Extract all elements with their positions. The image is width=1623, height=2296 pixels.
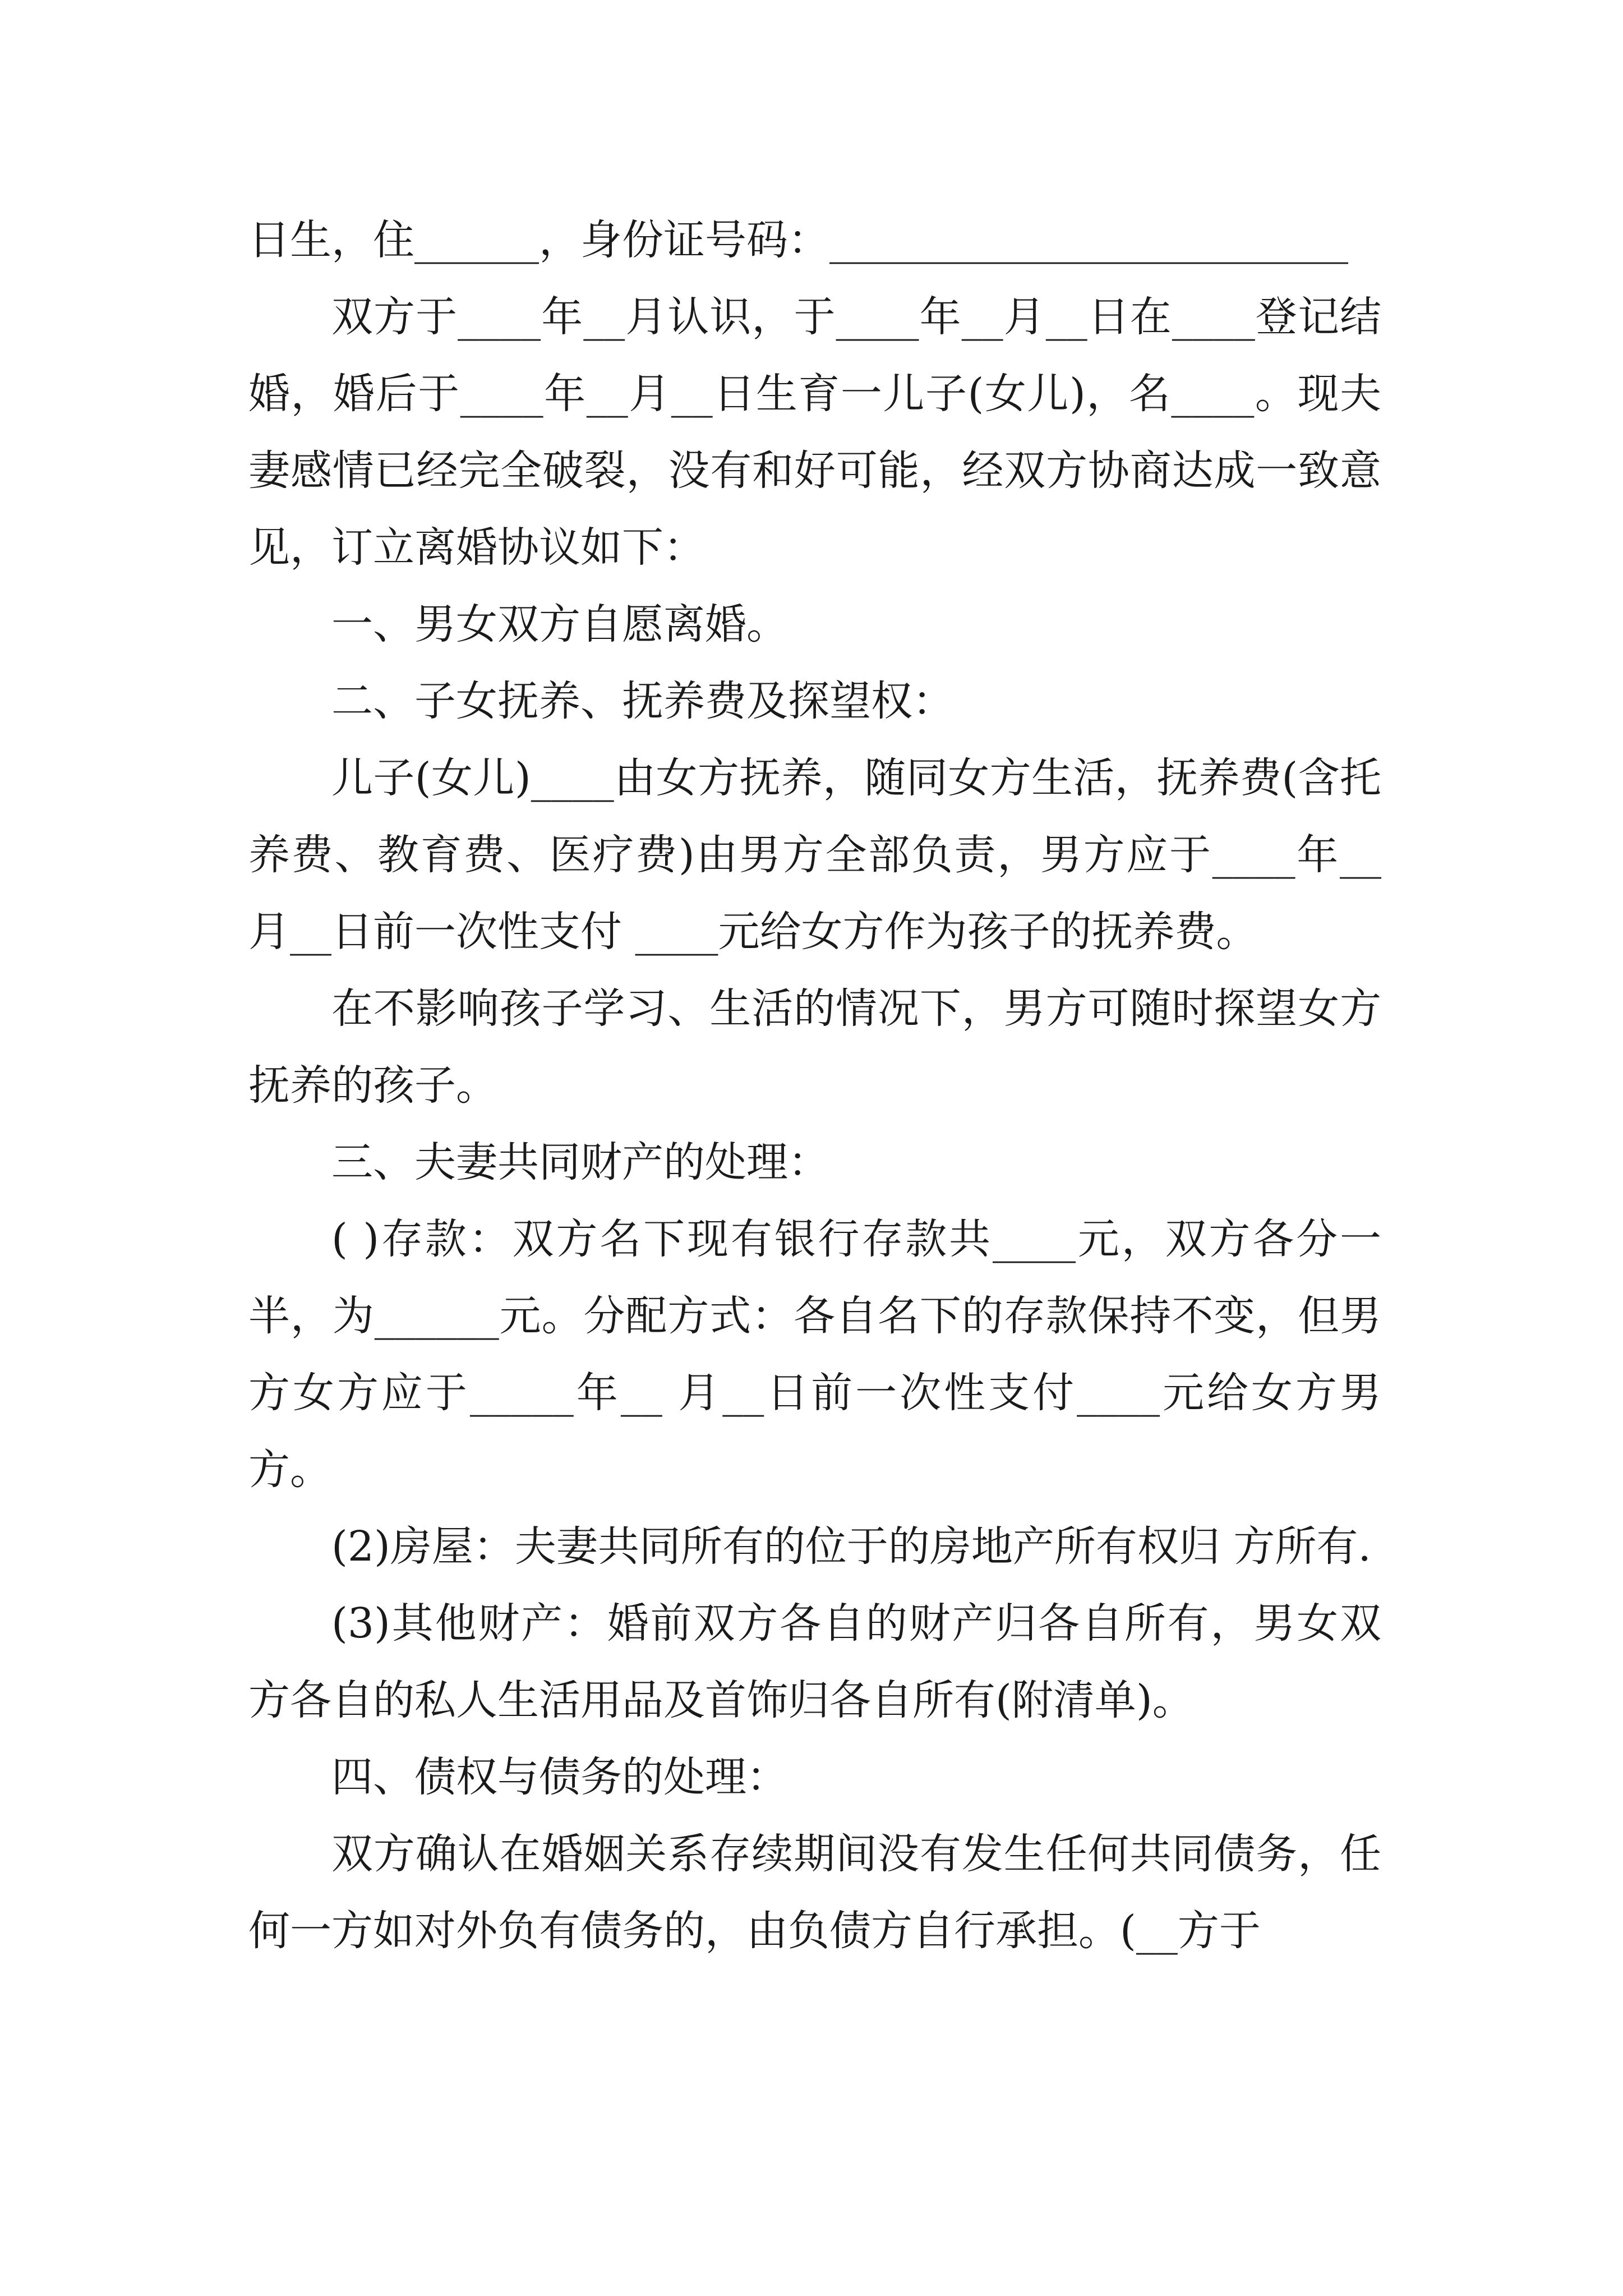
paragraph-housing: (2)房屋：夫妻共同所有的位于的房地产所有权归 方所有. [331,1522,1371,1571]
paragraph-savings: ( )存款：双方名下现有银行存款共____元，双方各分一半，为______元。分配方式：各自名下的存款保持不变，但男方女方应于_____年__ 月__日前一次性支付____元给女方男方。 [248,1215,1381,1494]
clause-3-heading: 三、夫妻共同财产的处理： [331,1138,829,1186]
paragraph-child-custody: 儿子(女儿)____由女方抚养，随同女方生活，抚养费(含托养费、教育费、医疗费)由男方全部负责，男方应于____年__月__日前一次性支付 ____元给女方作为孩子的抚养费。 [248,754,1381,956]
agreement-body [248,202,1381,1970]
clause-4-heading: 四、债权与债务的处理： [331,1753,788,1801]
clause-2-heading: 二、子女抚养、抚养费及探望权： [331,677,954,725]
paragraph-debts: 双方确认在婚姻关系存续期间没有发生任何共同债务，任何一方如对外负有债务的，由负债方自行承担。(__方于 [248,1830,1381,1955]
paragraph-marriage-background: 双方于____年__月认识，于____年__月__日在____登记结婚，婚后于____年__月__日生育一儿子(女儿)，名____。现夫妻感情已经完全破裂，没有和好可能，经双方协商达成一致意见，订立离婚协议如下： [248,293,1381,572]
clause-1-voluntary-divorce: 一、男女双方自愿离婚。 [331,600,788,648]
paragraph-id-info: 日生，住______，身份证号码：_________________________ [248,216,1348,264]
paragraph-other-property: (3)其他财产：婚前双方各自的财产归各自所有，男女双方各自的私人生活用品及首饰归各自所有(附清单)。 [248,1599,1381,1724]
paragraph-visitation: 在不影响孩子学习、生活的情况下，男方可随时探望女方抚养的孩子。 [248,984,1381,1110]
